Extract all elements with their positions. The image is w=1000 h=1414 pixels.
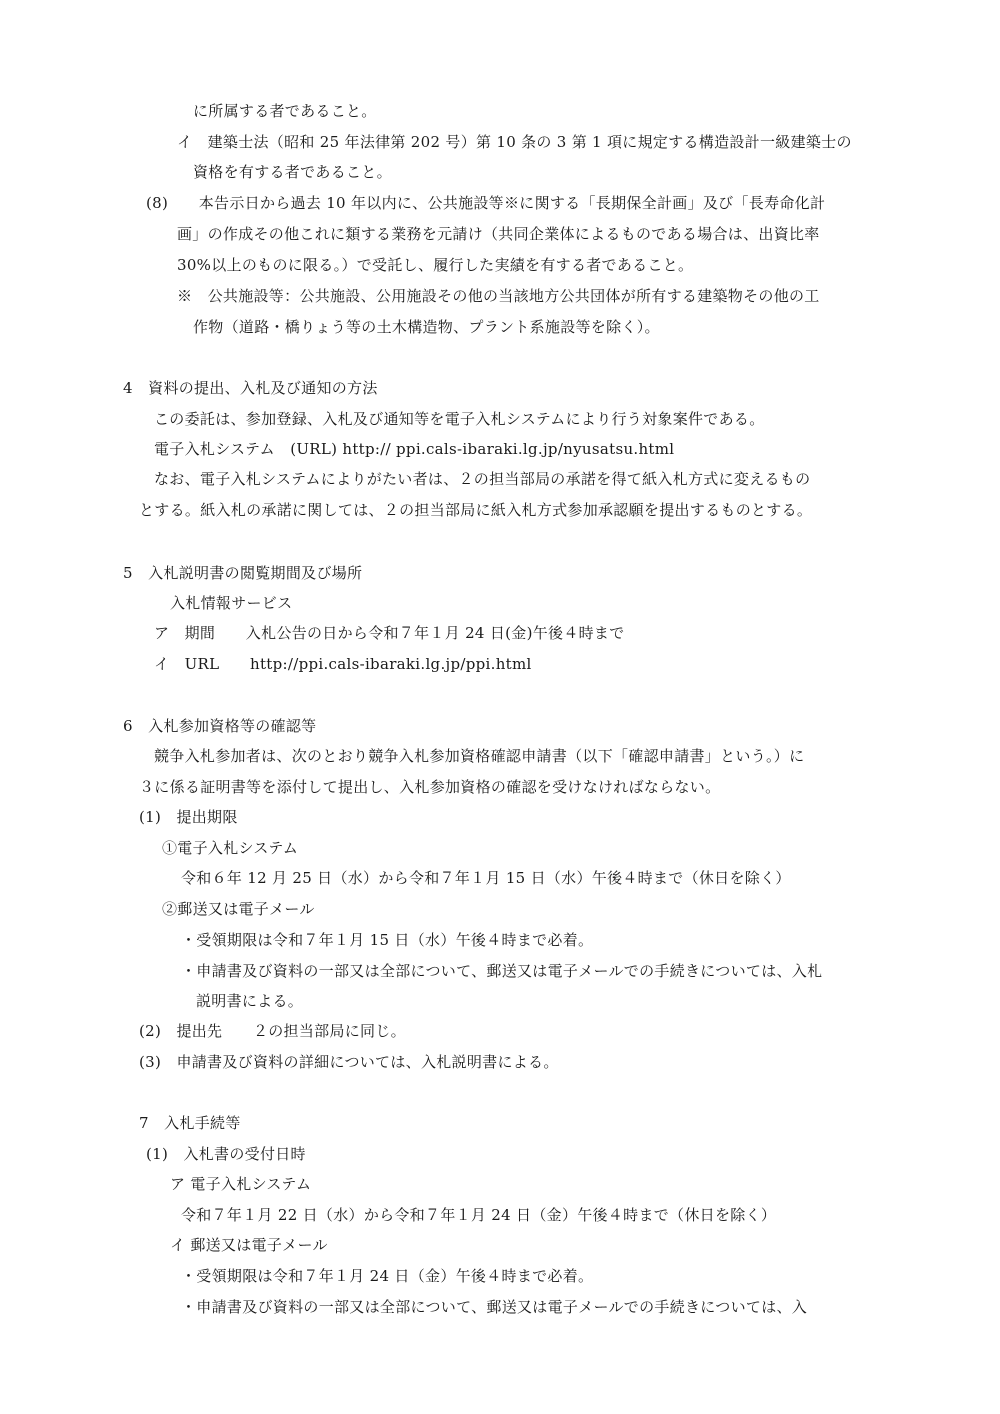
text-line: イ 郵送又は電子メール <box>170 1236 328 1254</box>
text-line: ア 電子入札システム <box>170 1175 312 1193</box>
url-line: イ URL http://ppi.cals-ibaraki.lg.jp/ppi.html <box>154 655 532 673</box>
subsection-heading: (1) 入札書の受付日時 <box>146 1145 306 1163</box>
text-line: ・受領期限は令和７年１月 15 日（水）午後４時まで必着。 <box>181 931 594 949</box>
section-heading-7: 7 入札手続等 <box>139 1114 241 1132</box>
text-line: 入札情報サービス <box>170 594 293 612</box>
section-item-8: (8) 本告示日から過去 10 年以内に、公共施設等※に関する「長期保全計画」及び「長寿命化計 <box>146 194 826 212</box>
text-line: イ 建築士法（昭和 25 年法律第 202 号）第 10 条の 3 第 1 項に規定する構造設計一級建築士の <box>177 133 852 151</box>
text-line: ア 期間 入札公告の日から令和７年１月 24 日(金)午後４時まで <box>154 624 625 642</box>
text-line: 30%以上のものに限る。）で受託し、履行した実績を有する者であること。 <box>177 256 694 274</box>
subsection-heading: (2) 提出先 ２の担当部局に同じ。 <box>139 1022 406 1040</box>
subsection-heading: (3) 申請書及び資料の詳細については、入札説明書による。 <box>139 1053 559 1071</box>
section-heading-4: 4 資料の提出、入札及び通知の方法 <box>123 379 378 397</box>
text-line: 令和６年 12 月 25 日（水）から令和７年１月 15 日（水）午後４時まで（休日を除く） <box>181 869 791 887</box>
url-line: 電子入札システム (URL) http:// ppi.cals-ibaraki.lg.jp/nyusatsu.html <box>154 440 675 458</box>
text-line: ①電子入札システム <box>162 839 299 857</box>
note-line: ※ 公共施設等：公共施設、公用施設その他の当該地方公共団体が所有する建築物その他の工 <box>177 287 820 305</box>
section-heading-5: 5 入札説明書の閲覧期間及び場所 <box>123 564 363 582</box>
text-line: 令和７年１月 22 日（水）から令和７年１月 24 日（金）午後４時まで（休日を除く） <box>181 1206 777 1224</box>
text-line: ・申請書及び資料の一部又は全部について、郵送又は電子メールでの手続きについては、入札 <box>181 962 823 980</box>
note-line: 作物（道路・橋りょう等の土木構造物、プラント系施設等を除く）。 <box>193 318 660 336</box>
text-line: この委託は、参加登録、入札及び通知等を電子入札システムにより行う対象案件である。 <box>154 410 765 428</box>
text-line: ・受領期限は令和７年１月 24 日（金）午後４時まで必着。 <box>181 1267 594 1285</box>
text-line: 競争入札参加者は、次のとおり競争入札参加資格確認申請書（以下「確認申請書」という。）に <box>154 747 805 765</box>
text-line: ②郵送又は電子メール <box>162 900 315 918</box>
text-line: 説明書による。 <box>196 992 304 1010</box>
text-line: とする。紙入札の承諾に関しては、２の担当部局に紙入札方式参加承認願を提出するものとする。 <box>139 501 813 519</box>
text-line: 画」の作成その他これに類する業務を元請け（共同企業体によるものである場合は、出資比率 <box>177 225 820 243</box>
text-line: ・申請書及び資料の一部又は全部について、郵送又は電子メールでの手続きについては、入 <box>181 1298 808 1316</box>
text-line: なお、電子入札システムによりがたい者は、２の担当部局の承諾を得て紙入札方式に変えるもの <box>154 470 811 488</box>
text-line: 資格を有する者であること。 <box>193 163 392 181</box>
text-line: ３に係る証明書等を添付して提出し、入札参加資格の確認を受けなければならない。 <box>139 778 721 796</box>
subsection-heading: (1) 提出期限 <box>139 808 238 826</box>
text-line: に所属する者であること。 <box>193 102 377 120</box>
section-heading-6: 6 入札参加資格等の確認等 <box>123 717 317 735</box>
